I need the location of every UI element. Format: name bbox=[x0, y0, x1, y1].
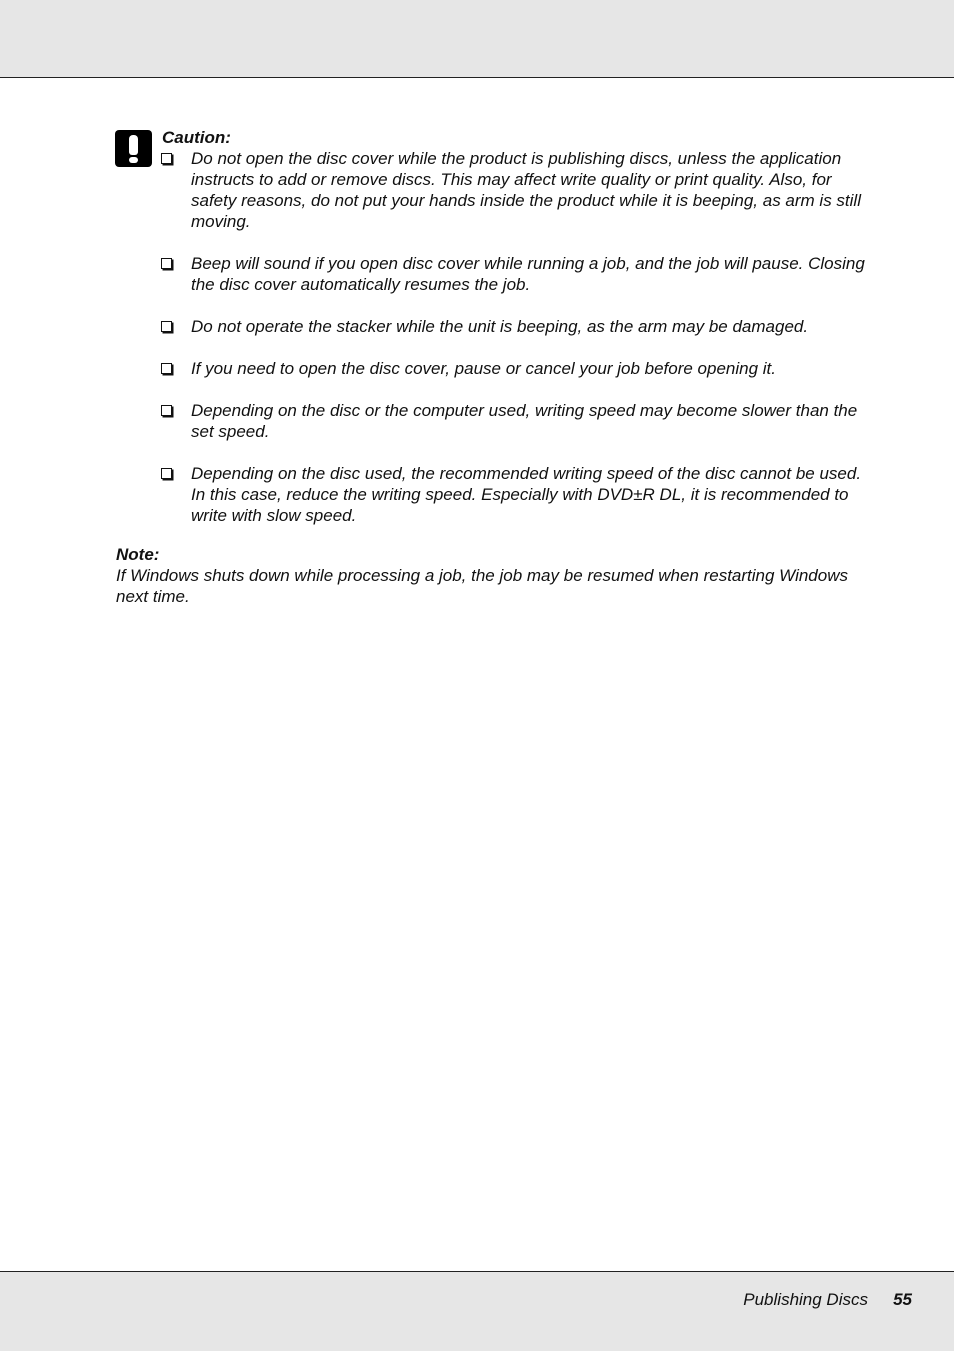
caution-item bbox=[160, 316, 876, 337]
note-title: Note: bbox=[116, 545, 160, 564]
checkbox-bullet-icon bbox=[161, 321, 172, 332]
caution-item bbox=[160, 253, 876, 295]
footer-section-title: Publishing Discs bbox=[743, 1290, 868, 1309]
caution-item-text: Depending on the disc used, the recommended writing speed of the disc cannot be used. In this case, reduce the writing speed. Especially with DVD±R DL, it is recommended to write with slow speed. bbox=[191, 464, 862, 525]
checkbox-bullet-icon bbox=[161, 363, 172, 374]
caution-item-text: Do not operate the stacker while the unit is beeping, as the arm may be damaged. bbox=[191, 317, 809, 336]
note-body: If Windows shuts down while processing a job, the job may be resumed when restarting Windows next time. bbox=[116, 566, 848, 606]
caution-item-text: Depending on the disc or the computer used, writing speed may become slower than the set speed. bbox=[191, 401, 858, 441]
page-number: 55 bbox=[893, 1290, 912, 1309]
caution-item-text: Beep will sound if you open disc cover while running a job, and the job will pause. Closing the disc cover automatically resumes the job. bbox=[191, 254, 865, 294]
caution-title: Caution: bbox=[162, 128, 231, 147]
caution-list bbox=[160, 148, 876, 526]
caution-item bbox=[160, 400, 876, 442]
exclamation-icon bbox=[115, 130, 152, 167]
checkbox-bullet-icon bbox=[161, 468, 172, 479]
caution-item bbox=[160, 148, 876, 232]
caution-item-text: If you need to open the disc cover, pause or cancel your job before opening it. bbox=[191, 359, 776, 378]
footer-band bbox=[0, 1271, 954, 1351]
caution-item bbox=[160, 358, 876, 379]
header-band bbox=[0, 0, 954, 78]
caution-item bbox=[160, 463, 876, 526]
checkbox-bullet-icon bbox=[161, 258, 172, 269]
checkbox-bullet-icon bbox=[161, 405, 172, 416]
checkbox-bullet-icon bbox=[161, 153, 172, 164]
caution-item-text: Do not open the disc cover while the product is publishing discs, unless the application instructs to add or remove discs. This may affect write quality or print quality. Also, for safety reasons, do not put your hands inside the product while it is beeping, as arm is still moving. bbox=[191, 149, 861, 231]
